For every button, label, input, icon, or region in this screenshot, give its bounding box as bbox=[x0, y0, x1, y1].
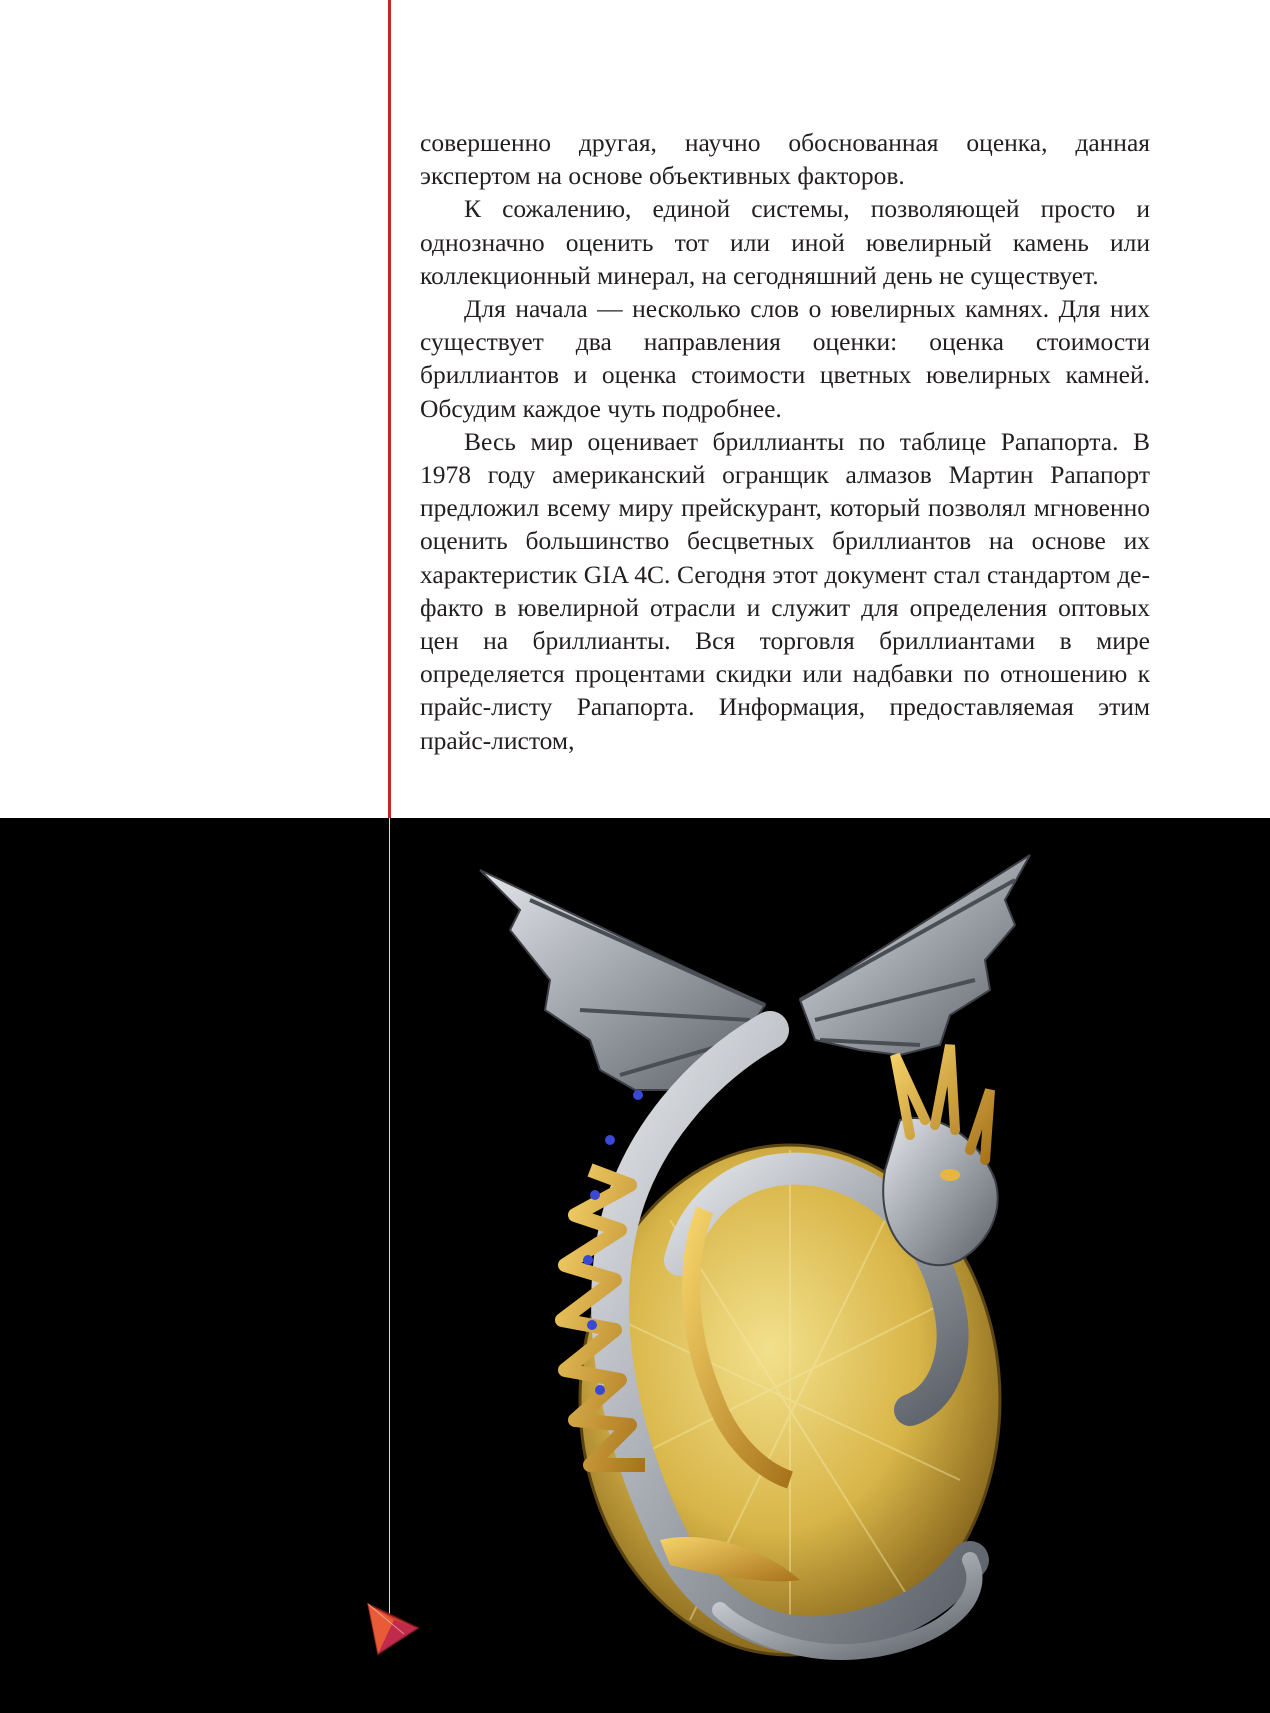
vertical-red-rule bbox=[388, 0, 391, 818]
paragraph-3: Для начала — несколько слов о ювелирных камнях. Для них существует два направления оценки: оценка стоимости бриллиантов и оценка стоимости цветных ювелирных камней. Обсудим каждое чуть подробнее. bbox=[420, 294, 1150, 423]
vertical-gray-rule bbox=[389, 818, 390, 1626]
dragon-brooch-icon bbox=[470, 840, 1150, 1705]
paragraph-4: Весь мир оценивает бриллианты по таблице Рапапорта. В 1978 году американский огранщик алмазов Мартин Рапапорт предложил всему миру прейскурант, который позволял мгновенно оценить большинство бесцветных бриллиантов на основе их характеристик GIA 4C. Сегодня этот документ стал стандартом де-факто в ювелирной отрасли и служит для определения оптовых цен на бриллианты. Вся торговля бриллиантами в мире определяется процентами скидки или надбавки по отношению к прайс-листу Рапапорта. Информация, предоставляемая этим прайс-листом, bbox=[420, 426, 1150, 755]
dragon-eye bbox=[940, 1169, 960, 1181]
body-text bbox=[420, 126, 1150, 757]
paragraph-2: К сожалению, единой системы, позволяющей просто и однозначно оценить тот или иной ювелирный камень или коллекционный минерал, на сегодняшний день не существует. bbox=[420, 194, 1150, 290]
dragon-head bbox=[883, 1118, 997, 1265]
red-gem-icon bbox=[364, 1600, 422, 1658]
right-wing bbox=[800, 855, 1030, 1055]
paragraph-1: совершенно другая, научно обоснованная оценка, данная экспертом на основе объективных факторов. bbox=[420, 128, 1150, 191]
